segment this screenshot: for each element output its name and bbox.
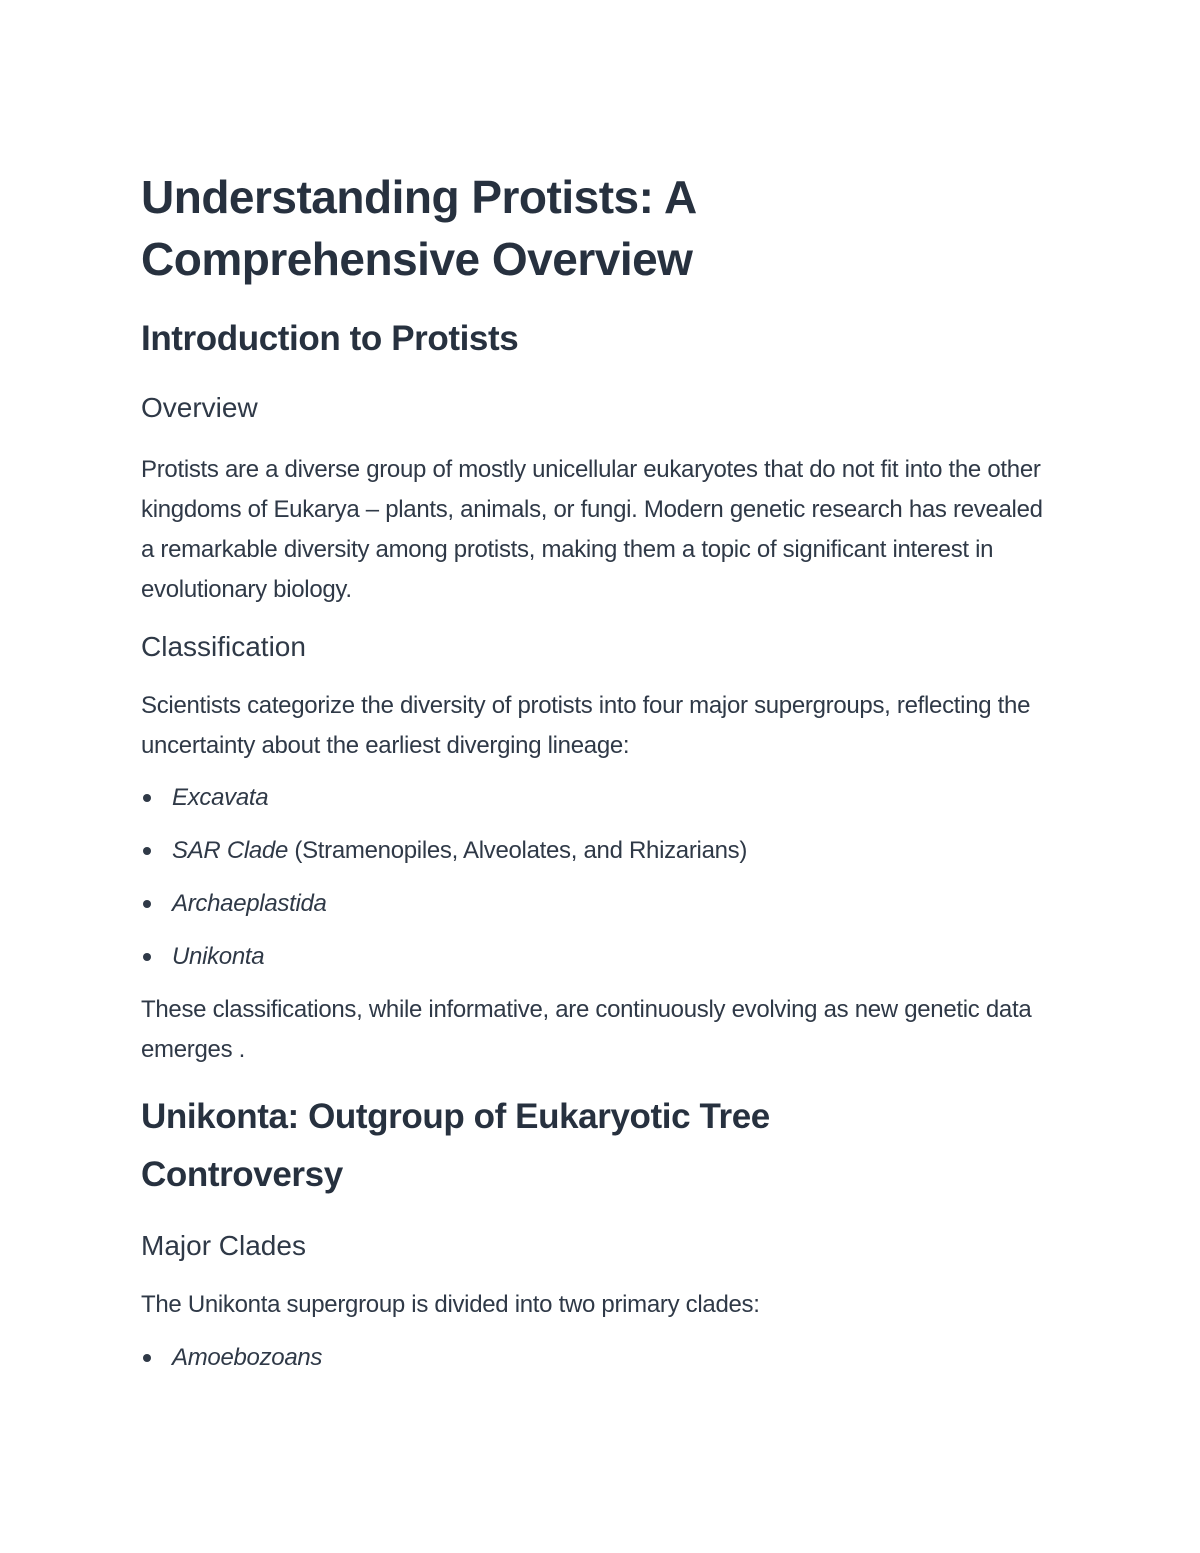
- list-item: [141, 1338, 322, 1391]
- list-item-italic: Excavata: [172, 784, 269, 811]
- list-item: [141, 831, 747, 884]
- subsection-heading-major-clades: Major Clades: [141, 1230, 306, 1261]
- bullet-dot-icon: [143, 847, 151, 855]
- list-item-italic: Amoebozoans: [172, 1344, 323, 1371]
- bullet-dot-icon: [143, 900, 151, 908]
- list-item-italic: Archaeplastida: [172, 890, 327, 917]
- clade-list: [141, 1338, 322, 1391]
- overview-paragraph: Protists are a diverse group of mostly unicellular eukaryotes that do not fit into the other kingdoms of Eukarya – plants, animals, or fungi. Modern genetic research has revealed a remarkable diversity among protists, making them a topic of significant interest in evolutionary biology.: [141, 456, 1043, 603]
- list-item: [141, 884, 747, 937]
- classification-intro-paragraph: Scientists categorize the diversity of protists into four major supergroups, reflecting the uncertainty about the earliest diverging lineage:: [141, 692, 1031, 759]
- section-heading-introduction: Introduction to Protists: [141, 319, 519, 358]
- list-item-italic: Unikonta: [172, 943, 265, 970]
- bullet-dot-icon: [143, 794, 151, 802]
- list-item: [141, 778, 747, 831]
- subsection-heading-overview: Overview: [141, 392, 258, 423]
- bullet-dot-icon: [143, 1354, 151, 1362]
- document-title: Understanding Protists: A Comprehensive Overview: [141, 171, 696, 285]
- classification-outro-paragraph: These classifications, while informative, are continuously evolving as new genetic data emerges .: [141, 996, 1032, 1063]
- list-item: [141, 937, 747, 990]
- supergroup-list: [141, 778, 747, 990]
- major-clades-intro-paragraph: The Unikonta supergroup is divided into two primary clades:: [141, 1291, 760, 1318]
- list-item-italic: SAR Clade: [172, 837, 289, 864]
- list-item-text: (Stramenopiles, Alveolates, and Rhizarians): [288, 837, 748, 864]
- section-heading-unikonta: Unikonta: Outgroup of Eukaryotic Tree Controversy: [141, 1097, 770, 1194]
- subsection-heading-classification: Classification: [141, 631, 306, 662]
- bullet-dot-icon: [143, 953, 151, 961]
